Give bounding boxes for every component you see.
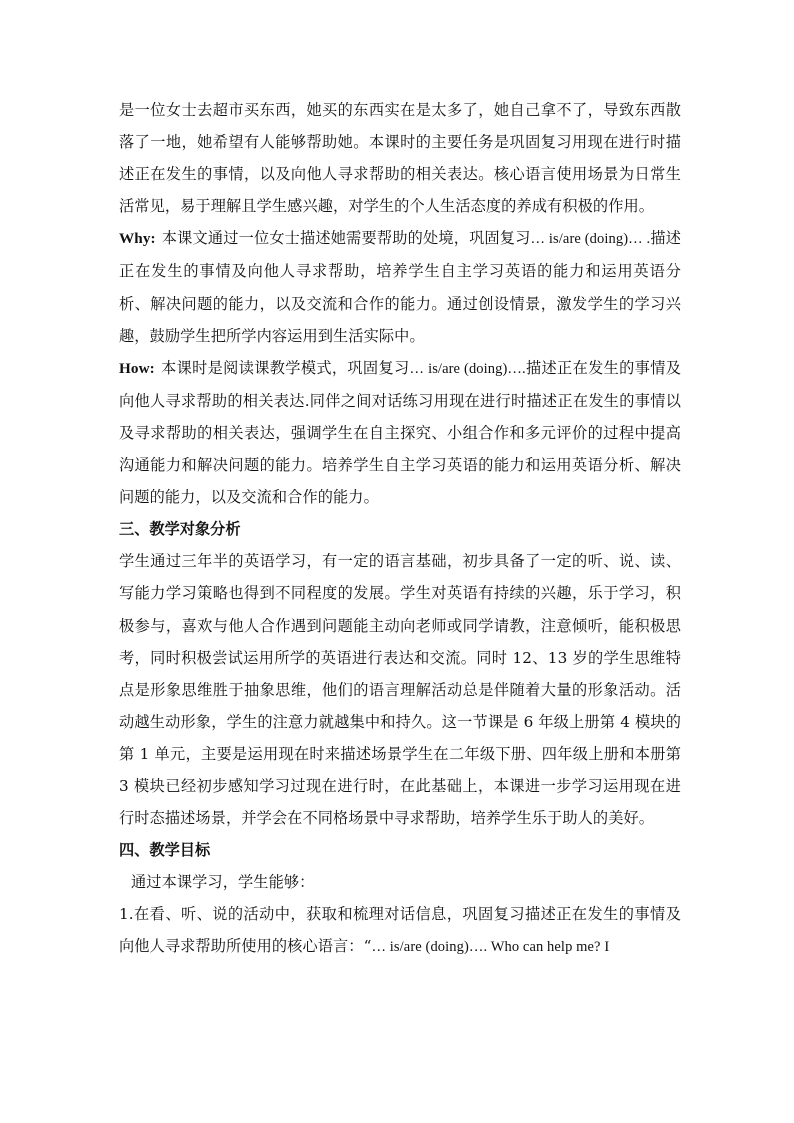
- why-text-a: 本课文通过一位女士描述她需要帮助的处境，巩固复习: [161, 229, 531, 248]
- why-label: Why:: [119, 230, 156, 248]
- document-page: [119, 94, 681, 964]
- how-latin: … is/are (doing)….: [409, 360, 526, 377]
- how-text-a: 本课时是阅读课教学模式，巩固复习: [160, 358, 410, 377]
- objectives-intro-text: 通过本课学习，学生能够：: [131, 873, 315, 892]
- intro-paragraph: [119, 94, 681, 222]
- objective-item-1-text: 1.在看、听、说的活动中，获取和梳理对话信息，巩固复习描述正在发生的事情及向他人寻求帮助所使用的核心语言：“: [119, 905, 681, 956]
- why-latin: … is/are (doing)… .: [530, 231, 651, 248]
- intro-text: 是一位女士去超市买东西，她买的东西实在是太多了，她自己拿不了，导致东西散落了一地，她希望有人能够帮助她。本课时的主要任务是巩固复习用现在进行时描述正在发生的事情，以及向他人寻求帮助的相关表达。核心语言使用场景为日常生活常见，易于理解且学生感兴趣，对学生的个人生活态度的养成有积极的作用。: [119, 101, 681, 216]
- student-analysis-paragraph: [119, 545, 681, 834]
- section-heading-3: 三、教学对象分析: [119, 520, 241, 539]
- how-text-b: 描述正在发生的事情及向他人寻求帮助的相关表达.同伴之间对话练习用现在进行时描述正在发生的事情以及寻求帮助的相关表达，强调学生在自主探究、小组合作和多元评价的过程中提高沟通能力和解决问题的能力。培养学生自主学习英语的能力和运用英语分析、解决问题的能力，以及交流和合作的能力。: [119, 358, 682, 507]
- objectives-intro: [119, 866, 681, 898]
- student-analysis-text: 学生通过三年半的英语学习，有一定的语言基础，初步具备了一定的听、说、读、写能力学习策略也得到不同程度的发展。学生对英语有持续的兴趣，乐于学习，积极参与，喜欢与他人合作遇到问题能主动向老师或同学请教，注意倾听，能积极思考，同时积极尝试运用所学的英语进行表达和交流。同时 12、13 岁的学生思维特点是形象思维胜于抽象思维，他们的语言理解活动总是伴随着大量的形象活动。活动越生动形象，学生的注意力就越集中和持久。这一节课是 6 年级上册第 4 模块的第 1 单元，主要是运用现在时来描述场景学生在二年级下册、四年级上册和本册第 3 模块已经初步感知学习过现在进行时，在此基础上，本课进一步学习运用现在进行时态描述场景，并学会在不同格场景中寻求帮助，培养学生乐于助人的美好。: [119, 552, 681, 828]
- section-heading-4: 四、教学目标: [119, 841, 211, 860]
- why-text-b: 描述正在发生的事情及向他人寻求帮助，培养学生自主学习英语的能力和运用英语分析、解决问题的能力，以及交流和合作的能力。通过创设情景，激发学生的学习兴趣，鼓励学生把所学内容运用到生活实际中。: [119, 229, 681, 345]
- why-paragraph: [119, 222, 681, 351]
- objective-item-1: [119, 898, 681, 963]
- how-paragraph: [119, 352, 681, 513]
- how-label: How:: [119, 359, 155, 377]
- objective-item-1-latin: … is/are (doing)…. Who can help me? I: [371, 939, 610, 956]
